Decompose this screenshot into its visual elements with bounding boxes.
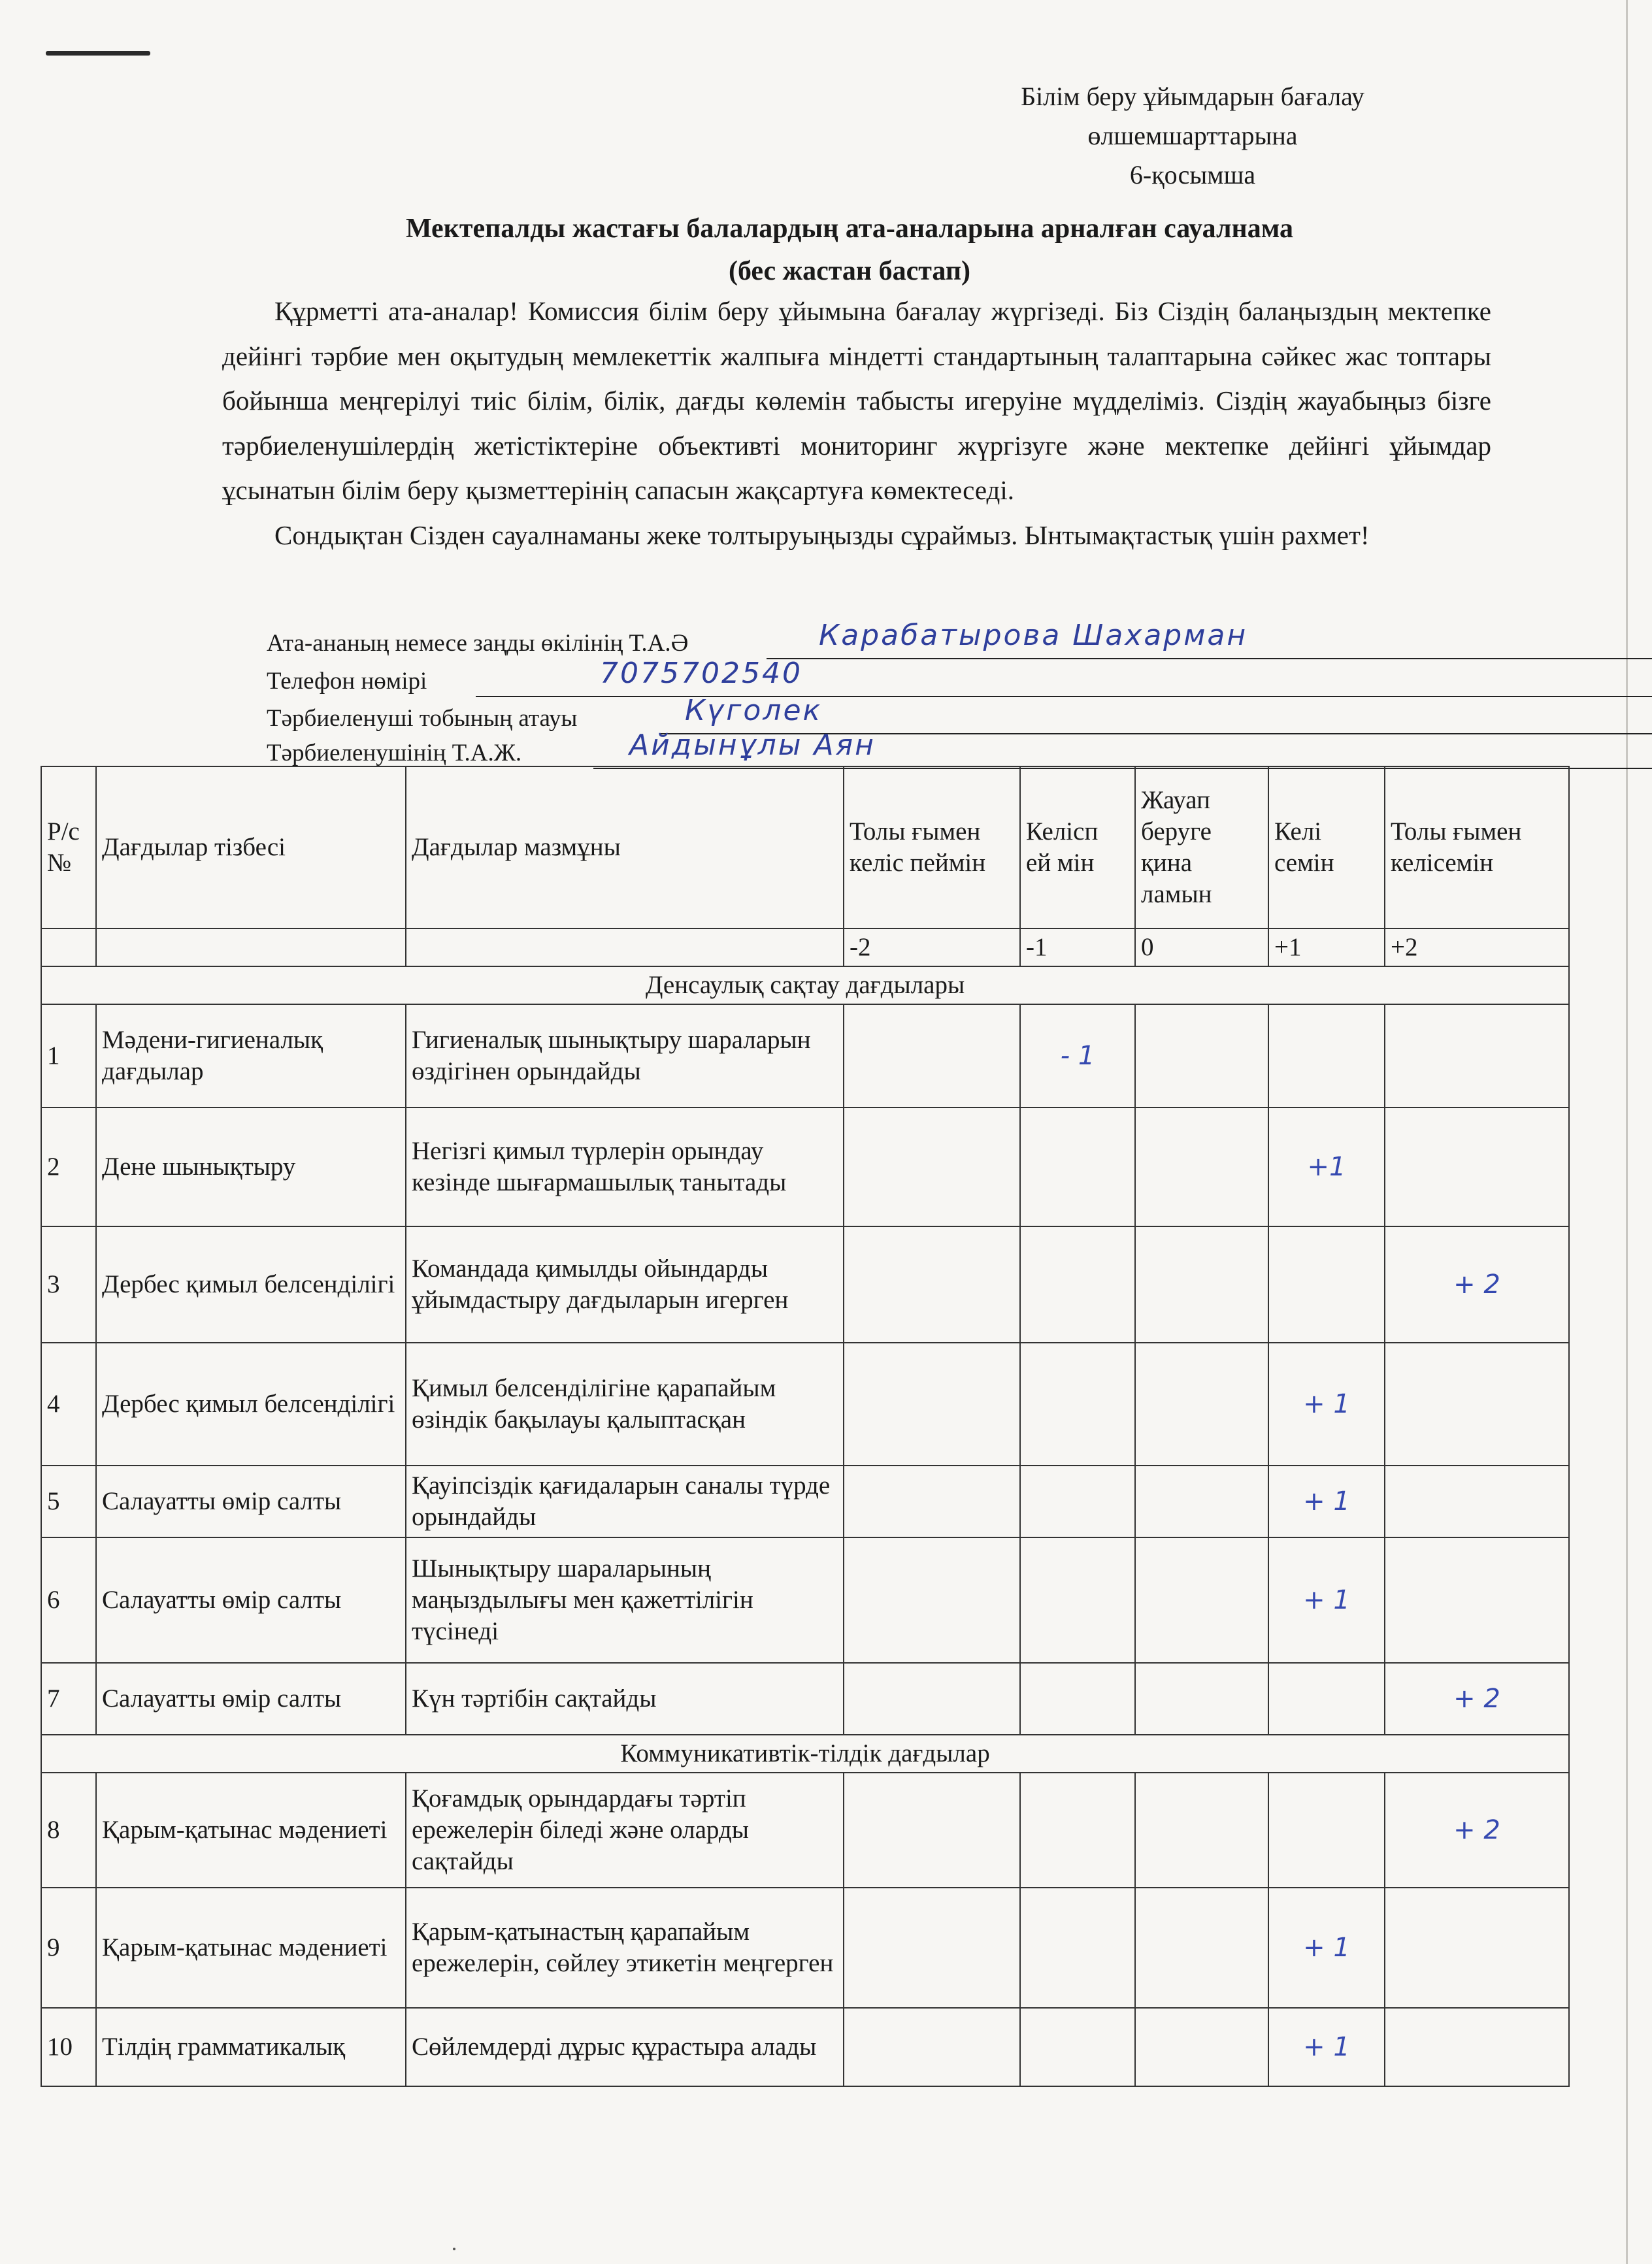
answer-cell-disagree[interactable] — [1020, 1663, 1135, 1735]
header-disagree: Келісп ей мін — [1020, 766, 1135, 928]
phone-label: Телефон нөмірі — [267, 668, 427, 695]
row-number: 1 — [41, 1004, 96, 1107]
row-skill: Тілдің грамматикалық — [96, 2008, 406, 2086]
answer-cell-undecided[interactable] — [1135, 1663, 1268, 1735]
table-row — [41, 1663, 1569, 1735]
answer-cell-disagree[interactable] — [1020, 1107, 1135, 1226]
row-number: 2 — [41, 1107, 96, 1226]
answer-cell-strongly-disagree[interactable] — [844, 1537, 1020, 1663]
row-number: 5 — [41, 1466, 96, 1537]
group-name-value[interactable]: Күголек — [685, 694, 823, 727]
answer-cell-undecided[interactable] — [1135, 1343, 1268, 1466]
answer-cell-agree[interactable] — [1268, 1226, 1385, 1343]
answer-cell-undecided[interactable] — [1135, 1537, 1268, 1663]
table-row — [41, 1888, 1569, 2008]
answer-cell-strongly-agree[interactable] — [1385, 1107, 1569, 1226]
score-plus-2: +2 — [1385, 928, 1569, 966]
section-title-communication: Коммуникативтік-тілдік дағдылар — [41, 1735, 1569, 1773]
annex-line-1: Білім беру ұйымдарын бағалау — [1021, 82, 1364, 111]
answer-cell-strongly-disagree[interactable] — [844, 2008, 1020, 2086]
answer-cell-undecided[interactable] — [1135, 1888, 1268, 2008]
row-skill: Мәдени-гигиеналық дағдылар — [96, 1004, 406, 1107]
scan-mark — [46, 51, 150, 56]
answer-cell-undecided[interactable] — [1135, 1107, 1268, 1226]
answer-cell-strongly-disagree[interactable] — [844, 1466, 1020, 1537]
group-name-label: Тәрбиеленуші тобының атауы — [267, 705, 578, 732]
header-skills-content: Дағдылар мазмұны — [406, 766, 844, 928]
answer-cell-undecided[interactable] — [1135, 2008, 1268, 2086]
row-number: 6 — [41, 1537, 96, 1663]
answer-cell-strongly-disagree[interactable] — [844, 1004, 1020, 1107]
answer-cell-undecided[interactable] — [1135, 1226, 1268, 1343]
row-skill: Салауатты өмір салты — [96, 1537, 406, 1663]
answer-cell-agree[interactable] — [1268, 1004, 1385, 1107]
section-row-communication — [41, 1735, 1569, 1773]
answer-cell-strongly-disagree[interactable] — [844, 1107, 1020, 1226]
row-skill: Қарым-қатынас мәдениеті — [96, 1773, 406, 1888]
answer-cell-agree[interactable]: + 1 — [1268, 1466, 1385, 1537]
row-content: Күн тәртібін сақтайды — [406, 1663, 844, 1735]
row-skill: Салауатты өмір салты — [96, 1663, 406, 1735]
table-row — [41, 2008, 1569, 2086]
row-content: Негізгі қимыл түрлерін орындау кезінде шығармашылық танытады — [406, 1107, 844, 1226]
annex-line-2: өлшемшарттарына — [1087, 121, 1298, 150]
annex-label — [915, 77, 1470, 195]
row-content: Гигиеналық шынықтыру шараларын өздігінен орындайды — [406, 1004, 844, 1107]
table-row — [41, 1466, 1569, 1537]
row-number: 3 — [41, 1226, 96, 1343]
score-plus-1: +1 — [1268, 928, 1385, 966]
row-skill: Салауатты өмір салты — [96, 1466, 406, 1537]
answer-cell-strongly-disagree[interactable] — [844, 1343, 1020, 1466]
answer-cell-disagree[interactable] — [1020, 1343, 1135, 1466]
row-content: Қоғамдық орындардағы тәртіп ережелерін біледі және оларды сақтайды — [406, 1773, 844, 1888]
answer-cell-strongly-agree[interactable]: + 2 — [1385, 1226, 1569, 1343]
child-name-label: Тәрбиеленушінің Т.А.Ж. — [267, 740, 522, 766]
header-agree: Келі семін — [1268, 766, 1385, 928]
answer-cell-strongly-agree[interactable] — [1385, 1343, 1569, 1466]
score-minus-1: -1 — [1020, 928, 1135, 966]
document-title — [222, 208, 1477, 293]
table-row — [41, 1537, 1569, 1663]
section-row-health — [41, 966, 1569, 1004]
parent-name-label: Ата-ананың немесе заңды өкілінің Т.А.Ә — [267, 630, 689, 657]
row-content: Сөйлемдерді дұрыс құрастыра алады — [406, 2008, 844, 2086]
answer-cell-strongly-disagree[interactable] — [844, 1663, 1020, 1735]
answer-cell-strongly-agree[interactable] — [1385, 1004, 1569, 1107]
answer-cell-agree[interactable] — [1268, 1663, 1385, 1735]
answer-cell-strongly-disagree[interactable] — [844, 1888, 1020, 2008]
parent-name-value[interactable]: Карабатырова Шахарман — [819, 619, 1248, 652]
header-strongly-disagree: Толы ғымен келіс пеймін — [844, 766, 1020, 928]
row-number: 4 — [41, 1343, 96, 1466]
answer-cell-disagree[interactable] — [1020, 1537, 1135, 1663]
answer-cell-undecided[interactable] — [1135, 1004, 1268, 1107]
answer-cell-agree[interactable]: +1 — [1268, 1107, 1385, 1226]
answer-cell-strongly-agree[interactable] — [1385, 1537, 1569, 1663]
parent-name-line — [767, 658, 1652, 659]
header-undecided: Жауап беруге қина ламын — [1135, 766, 1268, 928]
row-skill: Қарым-қатынас мәдениеті — [96, 1888, 406, 2008]
intro-paragraph-1: Құрметті ата-аналар! Комиссия білім беру ұйымына бағалау жүргізеді. Біз Сіздің балаңыздың мектепке дейінгі тәрбие мен оқытудың мемлекеттік жалпыға міндетті стандартының талаптарына сәйкес жас топтары бойынша меңгерілуі тиіс білім, білік, дағды көлемін табысты игеруіне мүдделіміз. Сіздің жауабыңыз бізге тәрбиеленушілердің жетістіктеріне объективті мониторинг жүргізуге және мектепке дейінгі ұйымдар ұсынатын білім беру қызметтерінің сапасын жақсартуға көмектеседі. — [222, 296, 1491, 505]
answer-cell-strongly-agree[interactable] — [1385, 1466, 1569, 1537]
answer-cell-agree[interactable]: + 1 — [1268, 1888, 1385, 2008]
score-spacer — [406, 928, 844, 966]
answer-cell-disagree[interactable] — [1020, 1226, 1135, 1343]
answer-cell-strongly-agree[interactable]: + 2 — [1385, 1663, 1569, 1735]
score-spacer — [41, 928, 96, 966]
answer-cell-strongly-agree[interactable]: + 2 — [1385, 1773, 1569, 1888]
header-strongly-agree: Толы ғымен келісемін — [1385, 766, 1569, 928]
header-number: Р/с № — [41, 766, 96, 928]
survey-table — [41, 766, 1570, 2087]
child-name-value[interactable]: Айдынұлы Аян — [629, 729, 876, 762]
answer-cell-undecided[interactable] — [1135, 1466, 1268, 1537]
answer-cell-agree[interactable]: + 1 — [1268, 1537, 1385, 1663]
score-row — [41, 928, 1569, 966]
score-zero: 0 — [1135, 928, 1268, 966]
answer-cell-disagree[interactable] — [1020, 1888, 1135, 2008]
answer-cell-disagree[interactable] — [1020, 1773, 1135, 1888]
page-edge — [1626, 0, 1628, 2264]
answer-cell-strongly-disagree[interactable] — [844, 1773, 1020, 1888]
table-row — [41, 1226, 1569, 1343]
row-content: Қимыл белсенділігіне қарапайым өзіндік бақылауы қалыптасқан — [406, 1343, 844, 1466]
row-number: 10 — [41, 2008, 96, 2086]
score-minus-2: -2 — [844, 928, 1020, 966]
intro-text — [222, 289, 1491, 557]
intro-paragraph-2: Сондықтан Сізден сауалнаманы жеке толтыруыңызды сұраймыз. Ынтымақтастық үшін рахмет! — [274, 519, 1370, 550]
title-line-2: (бес жастан бастап) — [728, 256, 971, 286]
phone-value[interactable]: 7075702540 — [600, 657, 802, 690]
title-line-1: Мектепалды жастағы балалардың ата-аналарына арналған сауалнама — [405, 214, 1294, 244]
row-skill: Дене шынықтыру — [96, 1107, 406, 1226]
section-title-health: Денсаулық сақтау дағдылары — [41, 966, 1569, 1004]
answer-cell-disagree[interactable]: - 1 — [1020, 1004, 1135, 1107]
answer-cell-disagree[interactable] — [1020, 1466, 1135, 1537]
annex-line-3: 6-қосымша — [1129, 160, 1256, 189]
row-content: Шынықтыру шараларының маңыздылығы мен қажеттілігін түсінеді — [406, 1537, 844, 1663]
table-row — [41, 1773, 1569, 1888]
answer-cell-agree[interactable]: + 1 — [1268, 1343, 1385, 1466]
row-content: Қауіпсіздік қағидаларын саналы түрде орындайды — [406, 1466, 844, 1537]
row-number: 8 — [41, 1773, 96, 1888]
table-row — [41, 1343, 1569, 1466]
header-skills-list: Дағдылар тізбесі — [96, 766, 406, 928]
answer-cell-strongly-agree[interactable] — [1385, 1888, 1569, 2008]
row-content: Командада қимылды ойындарды ұйымдастыру дағдыларын игерген — [406, 1226, 844, 1343]
answer-cell-strongly-agree[interactable] — [1385, 2008, 1569, 2086]
header-row — [41, 766, 1569, 928]
row-skill: Дербес қимыл белсенділігі — [96, 1343, 406, 1466]
row-number: 7 — [41, 1663, 96, 1735]
score-spacer — [96, 928, 406, 966]
answer-cell-undecided[interactable] — [1135, 1773, 1268, 1888]
scan-dot — [453, 2248, 455, 2250]
phone-line — [476, 696, 1652, 697]
table-row — [41, 1107, 1569, 1226]
answer-cell-agree[interactable] — [1268, 1773, 1385, 1888]
answer-cell-agree[interactable]: + 1 — [1268, 2008, 1385, 2086]
answer-cell-disagree[interactable] — [1020, 2008, 1135, 2086]
row-skill: Дербес қимыл белсенділігі — [96, 1226, 406, 1343]
row-content: Қарым-қатынастың қарапайым ережелерін, сөйлеу этикетін меңгерген — [406, 1888, 844, 2008]
table-row — [41, 1004, 1569, 1107]
answer-cell-strongly-disagree[interactable] — [844, 1226, 1020, 1343]
row-number: 9 — [41, 1888, 96, 2008]
